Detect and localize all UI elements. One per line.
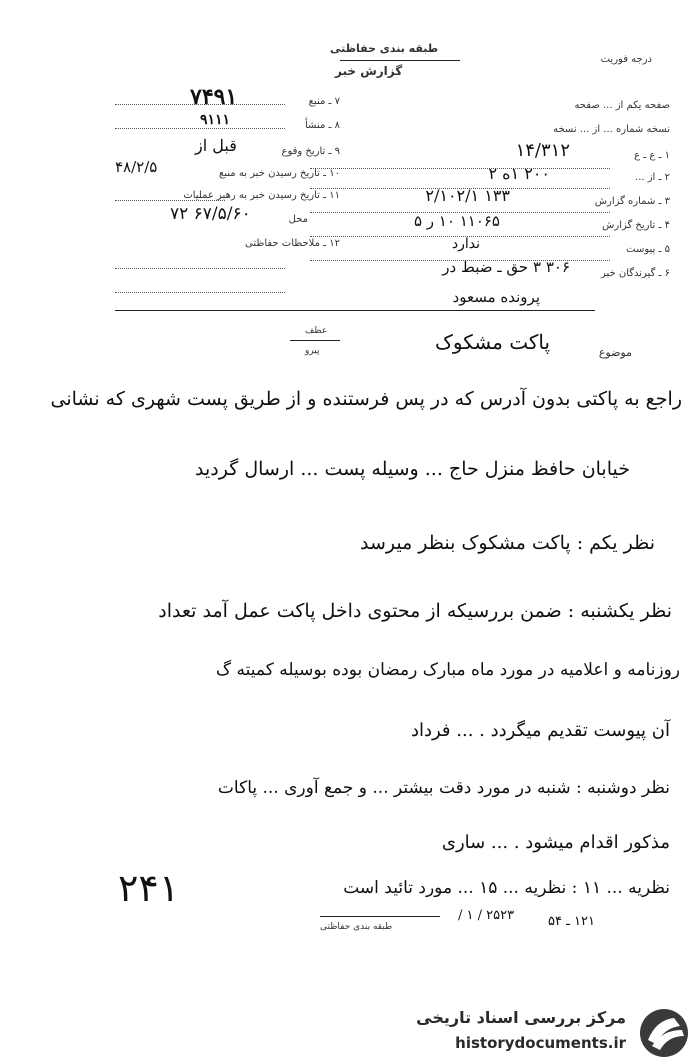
- field-1-dots: [310, 168, 610, 169]
- footer-stamp-label: طبقه بندی حفاظتی: [320, 922, 393, 932]
- archive-number: ۲۴۱: [118, 866, 180, 910]
- book-logo-icon: [634, 1006, 692, 1060]
- field-7-dots: [115, 104, 285, 105]
- body-line-1: راجع به پاکتی بدون آدرس که در پس فرستنده و از طریق پست شهری که نشانی: [50, 388, 682, 410]
- subject-label: موضوع: [598, 346, 632, 359]
- field-10-value: ۴۸/۲/۵: [115, 158, 158, 176]
- field-9-value: قبل از: [195, 136, 237, 155]
- page-count-line: صفحه یکم از ... صفحه: [574, 100, 670, 111]
- field-3-value: ۱۳۳ ۲/۱۰۲/۱: [425, 186, 510, 205]
- field-7-value: ۷۴۹۱: [190, 84, 238, 110]
- field-4-value: ۱۱۰۶۵ ۱۰ ر ۵: [413, 212, 500, 230]
- field-11-dots: [115, 200, 225, 201]
- body-line-4: نظر یکشنبه : ضمن بررسیکه از محتوی داخل پاکت عمل آمد تعداد: [158, 600, 672, 622]
- field-7-label: ۷ ـ منبع: [308, 96, 340, 107]
- subject-value: پاکت مشکوک: [435, 330, 551, 354]
- body-line-2: خیابان حافظ منزل حاج ... وسیله پست ... ارسال گردید: [195, 458, 630, 480]
- field-1-label: ۱ ـ ع ـ ع: [634, 150, 670, 161]
- footer-code-right: ۱۲۱ ـ ۵۴: [548, 914, 595, 929]
- field-8-value: ۹۱۱۱: [200, 112, 231, 128]
- body-line-7: نظر دوشنبه : شنبه در مورد دقت بیشتر ... و جمع آوری ... پاکات: [217, 778, 670, 798]
- subject-mini-rule: [290, 340, 340, 341]
- subject-rule: [115, 310, 595, 311]
- field-6-label: ۶ ـ گیرندگان خبر: [600, 268, 670, 279]
- field-10-label: ۱۰ ـ تاریخ رسیدن خبر به منبع: [218, 168, 340, 179]
- footer-code-left: ۲۵۲۳ / ۱ /: [458, 908, 515, 923]
- field-2-value: ۲۰۰ ۱ه ۲: [488, 164, 550, 183]
- field-12-label: ۱۲ ـ ملاحظات حفاظتی: [245, 238, 340, 249]
- urgency-label: درجه فوریت: [600, 54, 652, 65]
- watermark-site-name: مرکز بررسی اسناد تاریخی: [416, 1008, 626, 1027]
- reference-label: عطف: [305, 326, 328, 336]
- field-3-label: ۳ ـ شماره گزارش: [594, 196, 670, 207]
- body-line-6: آن پیوست تقدیم میگردد . ... فرداد: [410, 720, 670, 741]
- body-line-3: نظر یکم : پاکت مشکوک بنظر میرسد: [359, 532, 655, 554]
- footer-rule: [320, 916, 440, 917]
- body-line-5: روزنامه و اعلامیه در مورد ماه مبارک رمضان بوده بوسیله کمیته گ: [215, 660, 680, 680]
- field-5-value: ندارد: [451, 236, 480, 252]
- body-line-8: مذکور اقدام میشود . ... ساری: [441, 832, 670, 853]
- watermark: [390, 1000, 700, 1064]
- followup-label: پیرو: [305, 346, 320, 356]
- field-5-label: ۵ ـ پیوست: [626, 244, 670, 255]
- field-2-label: ۲ ـ از ...: [635, 172, 670, 183]
- field-12-dots-1: [115, 268, 285, 269]
- form-title: طبقه بندی حفاظتی: [330, 42, 439, 55]
- field-4-label: ۴ ـ تاریخ گزارش: [602, 220, 670, 231]
- field-1-value: ۱۴/۳۱۲: [515, 140, 570, 161]
- field-11-label: ۱۱ ـ تاریخ رسیدن خبر به رهبر عملیات: [183, 190, 340, 201]
- field-6-value-2: پرونده مسعود: [452, 288, 540, 306]
- header-rule: [340, 60, 460, 61]
- field-12-dots-2: [115, 292, 285, 293]
- field-8-label: ۸ ـ منشأ: [304, 120, 340, 131]
- field-6-value: ۳۰۶ ۳ حق ـ ضبط در: [442, 258, 570, 276]
- body-line-9: نظریه ... ۱۱ : نظریه ... ۱۵ ... مورد تائید است: [343, 878, 670, 898]
- field-11b-label: محل: [288, 214, 308, 225]
- watermark-url: historydocuments.ir: [455, 1034, 626, 1052]
- copy-count-line: نسخه شماره ... از ... نسخه: [553, 124, 670, 135]
- field-8-dots: [115, 128, 285, 129]
- field-9-label: ۹ ـ تاریخ وقوع: [281, 146, 340, 157]
- field-11-value: ۶۷/۵/۶۰ ۷۲: [170, 204, 251, 224]
- form-subtitle: گزارش خبر: [335, 64, 403, 78]
